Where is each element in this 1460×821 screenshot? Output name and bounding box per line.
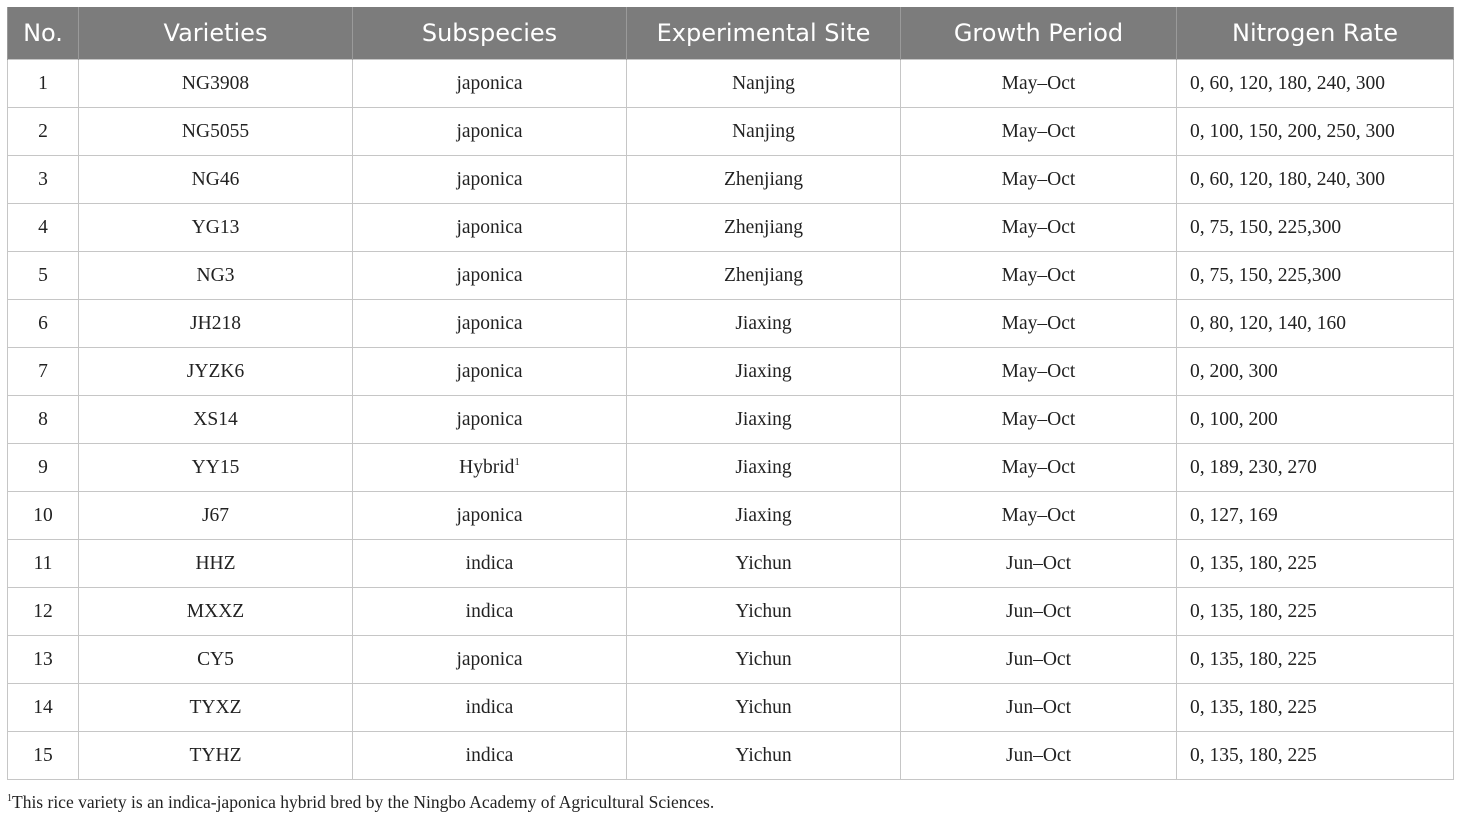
cell-subspecies-text: japonica — [456, 264, 523, 286]
cell-site-text: Yichun — [735, 600, 792, 622]
table-row — [8, 636, 1454, 684]
cell-no — [8, 636, 79, 684]
cell-subspecies-text: indica — [465, 600, 514, 622]
cell-nitrogen-text: 0, 100, 200 — [1190, 408, 1278, 430]
cell-period-text: May–Oct — [1001, 456, 1076, 478]
cell-period — [901, 540, 1177, 588]
cell-no-text: 12 — [33, 600, 53, 622]
cell-subspecies — [353, 540, 627, 588]
cell-no-text: 14 — [33, 696, 53, 718]
cell-nitrogen — [1177, 636, 1454, 684]
cell-subspecies — [353, 60, 627, 108]
cell-nitrogen — [1177, 204, 1454, 252]
cell-period — [901, 636, 1177, 684]
cell-period — [901, 300, 1177, 348]
cell-variety-text: JYZK6 — [186, 360, 245, 382]
cell-nitrogen-text: 0, 75, 150, 225,300 — [1190, 264, 1342, 286]
cell-variety — [79, 348, 353, 396]
cell-variety — [79, 636, 353, 684]
cell-period — [901, 348, 1177, 396]
cell-site — [627, 108, 901, 156]
cell-site — [627, 444, 901, 492]
cell-variety-text: JH218 — [190, 312, 241, 334]
cell-period-text: Jun–Oct — [1006, 696, 1071, 718]
cell-subspecies — [353, 156, 627, 204]
cell-period — [901, 732, 1177, 780]
table-row — [8, 108, 1454, 156]
cell-variety-text: YY15 — [191, 456, 240, 478]
cell-period — [901, 492, 1177, 540]
cell-nitrogen-text: 0, 135, 180, 225 — [1190, 552, 1317, 574]
cell-variety-text: J67 — [201, 504, 230, 526]
cell-variety — [79, 540, 353, 588]
cell-subspecies — [353, 300, 627, 348]
table-row — [8, 684, 1454, 732]
cell-no-text: 4 — [38, 216, 48, 238]
header-nitrogen-rate: Nitrogen Rate — [1177, 7, 1454, 60]
cell-period — [901, 444, 1177, 492]
cell-site — [627, 300, 901, 348]
cell-subspecies-text: indica — [465, 696, 514, 718]
cell-no — [8, 588, 79, 636]
table-header — [8, 7, 1454, 60]
cell-variety — [79, 108, 353, 156]
cell-no-text: 8 — [38, 408, 48, 430]
table-row — [8, 492, 1454, 540]
cell-site-text: Yichun — [735, 744, 792, 766]
cell-period-text: Jun–Oct — [1006, 552, 1071, 574]
cell-nitrogen-text: 0, 135, 180, 225 — [1190, 648, 1317, 670]
table-row — [8, 300, 1454, 348]
header-growth-period: Growth Period — [901, 7, 1177, 60]
cell-period-text: May–Oct — [1001, 312, 1076, 334]
cell-nitrogen-text: 0, 80, 120, 140, 160 — [1190, 312, 1346, 334]
cell-nitrogen-text: 0, 60, 120, 180, 240, 300 — [1190, 168, 1385, 190]
cell-no-text: 11 — [33, 552, 53, 574]
cell-no — [8, 60, 79, 108]
cell-no-text: 2 — [38, 120, 48, 142]
cell-subspecies — [353, 588, 627, 636]
cell-subspecies — [353, 348, 627, 396]
cell-nitrogen — [1177, 684, 1454, 732]
cell-site — [627, 684, 901, 732]
cell-subspecies-text: japonica — [456, 72, 523, 94]
cell-period-text: Jun–Oct — [1006, 648, 1071, 670]
cell-no — [8, 204, 79, 252]
header-no: No. — [8, 7, 79, 60]
table-row — [8, 60, 1454, 108]
cell-variety — [79, 588, 353, 636]
table-row — [8, 156, 1454, 204]
cell-site — [627, 348, 901, 396]
cell-site-text: Jiaxing — [735, 504, 792, 526]
cell-subspecies-text: japonica — [456, 216, 523, 238]
cell-period-text: May–Oct — [1001, 504, 1076, 526]
cell-variety-text: MXXZ — [186, 600, 245, 622]
cell-nitrogen — [1177, 540, 1454, 588]
cell-site-text: Jiaxing — [735, 456, 792, 478]
cell-variety-text: XS14 — [193, 408, 238, 430]
cell-period — [901, 108, 1177, 156]
cell-no-text: 10 — [33, 504, 53, 526]
table-row — [8, 396, 1454, 444]
cell-nitrogen-text: 0, 135, 180, 225 — [1190, 696, 1317, 718]
cell-site-text: Yichun — [735, 648, 792, 670]
cell-nitrogen — [1177, 108, 1454, 156]
cell-nitrogen-text: 0, 127, 169 — [1190, 504, 1278, 526]
cell-variety — [79, 252, 353, 300]
cell-no — [8, 396, 79, 444]
cell-site — [627, 540, 901, 588]
cell-variety-text: YG13 — [191, 216, 240, 238]
cell-subspecies — [353, 108, 627, 156]
cell-site-text: Zhenjiang — [723, 264, 804, 286]
table-row — [8, 252, 1454, 300]
cell-period — [901, 156, 1177, 204]
cell-variety — [79, 204, 353, 252]
cell-no — [8, 108, 79, 156]
cell-variety — [79, 156, 353, 204]
cell-subspecies-text: japonica — [456, 312, 523, 334]
cell-no-text: 9 — [38, 456, 48, 478]
table-container — [7, 7, 1453, 780]
header-row — [8, 7, 1454, 60]
cell-no — [8, 156, 79, 204]
cell-site-text: Nanjing — [732, 120, 795, 142]
header-varieties: Varieties — [79, 7, 353, 60]
cell-site — [627, 252, 901, 300]
cell-period-text: May–Oct — [1001, 408, 1076, 430]
cell-subspecies-text: japonica — [456, 408, 523, 430]
cell-subspecies — [353, 732, 627, 780]
cell-nitrogen-text: 0, 200, 300 — [1190, 360, 1278, 382]
cell-nitrogen — [1177, 492, 1454, 540]
cell-period — [901, 60, 1177, 108]
cell-site — [627, 636, 901, 684]
cell-no — [8, 252, 79, 300]
cell-variety-text: NG3908 — [181, 72, 250, 94]
cell-site-text: Yichun — [735, 696, 792, 718]
table-row — [8, 540, 1454, 588]
cell-site — [627, 732, 901, 780]
cell-no-text: 3 — [38, 168, 48, 190]
header-experimental-site: Experimental Site — [627, 7, 901, 60]
cell-variety — [79, 732, 353, 780]
footnote-marker: 1 — [7, 793, 12, 804]
cell-site — [627, 60, 901, 108]
cell-subspecies — [353, 684, 627, 732]
cell-nitrogen — [1177, 396, 1454, 444]
cell-variety-text: NG3 — [196, 264, 235, 286]
cell-subspecies-text: indica — [465, 552, 514, 574]
cell-nitrogen — [1177, 444, 1454, 492]
cell-no — [8, 300, 79, 348]
cell-subspecies-text: japonica — [456, 504, 523, 526]
cell-subspecies — [353, 396, 627, 444]
cell-no-text: 5 — [38, 264, 48, 286]
cell-variety-text: NG5055 — [181, 120, 250, 142]
cell-nitrogen-text: 0, 100, 150, 200, 250, 300 — [1190, 120, 1395, 142]
cell-site-text: Yichun — [735, 552, 792, 574]
cell-nitrogen — [1177, 60, 1454, 108]
cell-nitrogen — [1177, 252, 1454, 300]
cell-no — [8, 444, 79, 492]
cell-site — [627, 204, 901, 252]
cell-nitrogen — [1177, 732, 1454, 780]
cell-no-text: 15 — [33, 744, 53, 766]
cell-subspecies — [353, 636, 627, 684]
cell-site-text: Zhenjiang — [723, 168, 804, 190]
cell-period-text: May–Oct — [1001, 360, 1076, 382]
cell-no — [8, 540, 79, 588]
cell-no-text: 7 — [38, 360, 48, 382]
cell-site — [627, 588, 901, 636]
cell-nitrogen — [1177, 348, 1454, 396]
cell-subspecies-text: japonica — [456, 648, 523, 670]
cell-no — [8, 732, 79, 780]
cell-no-text: 6 — [38, 312, 48, 334]
cell-variety-text: TYXZ — [189, 696, 242, 718]
cell-no-text: 13 — [33, 648, 53, 670]
table-row — [8, 588, 1454, 636]
header-subspecies: Subspecies — [353, 7, 627, 60]
cell-variety-text: CY5 — [197, 648, 234, 670]
cell-subspecies — [353, 204, 627, 252]
table-row — [8, 204, 1454, 252]
cell-variety-text: HHZ — [195, 552, 236, 574]
cell-no-text: 1 — [38, 72, 48, 94]
footnote — [7, 792, 714, 813]
cell-subspecies-text: japonica — [456, 168, 523, 190]
table-body — [8, 60, 1454, 780]
cell-period-text: May–Oct — [1001, 264, 1076, 286]
cell-period-text: Jun–Oct — [1006, 744, 1071, 766]
cell-variety — [79, 492, 353, 540]
cell-site-text: Jiaxing — [735, 360, 792, 382]
varieties-table — [7, 7, 1454, 780]
cell-period-text: May–Oct — [1001, 168, 1076, 190]
cell-variety — [79, 444, 353, 492]
cell-subspecies-text: indica — [465, 744, 514, 766]
cell-period — [901, 252, 1177, 300]
cell-period — [901, 396, 1177, 444]
cell-site-text: Jiaxing — [735, 312, 792, 334]
cell-site — [627, 156, 901, 204]
cell-site-text: Zhenjiang — [723, 216, 804, 238]
cell-no — [8, 492, 79, 540]
cell-period-text: May–Oct — [1001, 72, 1076, 94]
cell-period — [901, 204, 1177, 252]
footnote-reference-marker: 1 — [514, 455, 520, 468]
cell-period-text: May–Oct — [1001, 216, 1076, 238]
cell-no — [8, 684, 79, 732]
table-row — [8, 348, 1454, 396]
cell-variety-text: TYHZ — [189, 744, 242, 766]
cell-period-text: Jun–Oct — [1006, 600, 1071, 622]
cell-nitrogen-text: 0, 135, 180, 225 — [1190, 744, 1317, 766]
cell-nitrogen — [1177, 300, 1454, 348]
cell-subspecies-text: japonica — [456, 120, 523, 142]
cell-variety — [79, 396, 353, 444]
cell-period — [901, 684, 1177, 732]
cell-subspecies — [353, 492, 627, 540]
cell-variety-text: NG46 — [191, 168, 240, 190]
cell-period-text: May–Oct — [1001, 120, 1076, 142]
cell-period — [901, 588, 1177, 636]
cell-site-text: Nanjing — [732, 72, 795, 94]
cell-subspecies-text: Hybrid — [459, 456, 515, 478]
cell-nitrogen — [1177, 156, 1454, 204]
cell-nitrogen — [1177, 588, 1454, 636]
cell-subspecies — [353, 252, 627, 300]
cell-subspecies-text: japonica — [456, 360, 523, 382]
table-row — [8, 444, 1454, 492]
cell-variety — [79, 60, 353, 108]
cell-nitrogen-text: 0, 135, 180, 225 — [1190, 600, 1317, 622]
footnote-text: This rice variety is an indica-japonica hybrid bred by the Ningbo Academy of Agricultural Sciences. — [12, 792, 715, 812]
table-row — [8, 732, 1454, 780]
cell-variety — [79, 684, 353, 732]
cell-subspecies — [353, 444, 627, 492]
cell-nitrogen-text: 0, 189, 230, 270 — [1190, 456, 1317, 478]
cell-nitrogen-text: 0, 75, 150, 225,300 — [1190, 216, 1342, 238]
cell-site — [627, 492, 901, 540]
cell-no — [8, 348, 79, 396]
cell-variety — [79, 300, 353, 348]
cell-site-text: Jiaxing — [735, 408, 792, 430]
cell-site — [627, 396, 901, 444]
cell-nitrogen-text: 0, 60, 120, 180, 240, 300 — [1190, 72, 1385, 94]
